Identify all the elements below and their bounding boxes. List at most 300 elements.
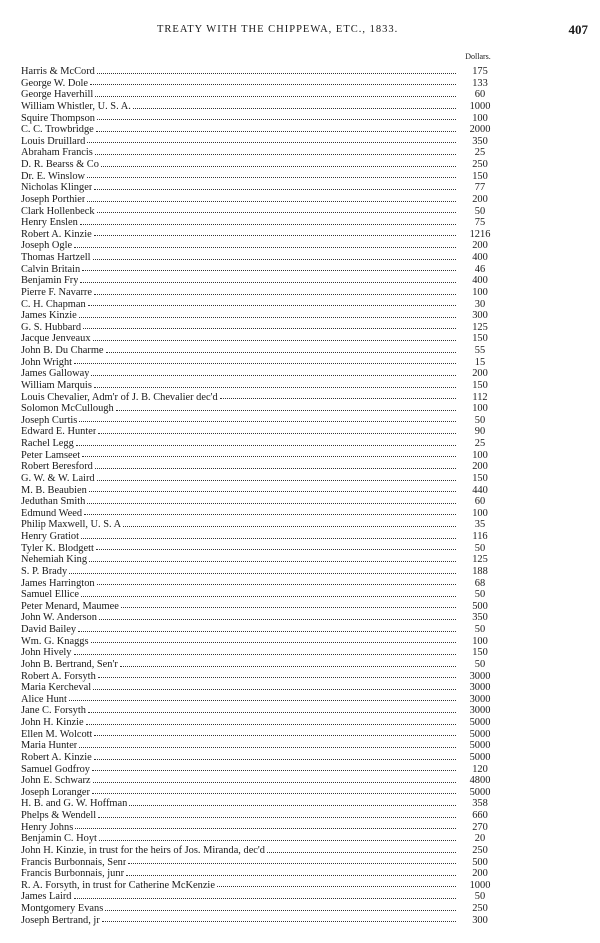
payee-name: Joseph Bertrand, jr	[21, 914, 100, 926]
dot-leader	[74, 362, 456, 364]
payment-amount: 50	[474, 658, 486, 670]
payee-name: M. B. Beaubien	[21, 484, 87, 496]
payee-name: H. B. and G. W. Hoffman	[21, 798, 128, 810]
ledger-row	[21, 113, 500, 125]
ledger-row	[21, 461, 500, 473]
payee-name: Samuel Godfroy	[21, 763, 90, 775]
ledger-row	[21, 636, 500, 648]
payee-name: John E. Schwarz	[21, 775, 91, 787]
ledger-row	[21, 903, 500, 915]
payee-name: John Wright	[21, 356, 73, 368]
ledger-row	[21, 159, 500, 171]
ledger-row	[21, 868, 500, 880]
payee-name: Clark Hollenbeck	[21, 205, 95, 217]
dot-leader	[94, 734, 456, 736]
ledger-row	[21, 682, 500, 694]
payment-amount: 358	[472, 798, 488, 810]
payment-amount: 188	[472, 565, 488, 577]
payment-amount: 2000	[469, 124, 491, 136]
dot-leader	[82, 455, 456, 457]
payment-amount: 90	[474, 426, 486, 438]
ledger-row	[21, 729, 500, 741]
payment-amount: 125	[472, 554, 488, 566]
dot-leader	[93, 781, 456, 783]
payment-amount: 50	[474, 589, 486, 601]
payment-amount: 250	[472, 844, 488, 856]
payee-name: Dr. E. Winslow	[21, 170, 86, 182]
payee-name: William Whistler, U. S. A.	[21, 100, 131, 112]
payment-amount: 60	[474, 496, 486, 508]
ledger-row	[21, 566, 500, 578]
ledger-row	[21, 891, 500, 903]
payment-amount: 150	[472, 170, 488, 182]
dot-leader	[220, 397, 456, 399]
ledger-row	[21, 601, 500, 613]
payment-ledger	[21, 66, 500, 926]
dot-leader	[92, 792, 456, 794]
dot-leader	[99, 618, 456, 620]
payment-amount: 50	[474, 624, 486, 635]
ledger-row	[21, 275, 500, 287]
dot-leader	[94, 293, 456, 295]
payment-amount: 50	[474, 542, 486, 554]
payment-amount: 25	[474, 147, 486, 159]
dot-leader	[87, 200, 456, 202]
ledger-row	[21, 624, 500, 636]
dot-leader	[78, 630, 456, 632]
dot-leader	[69, 572, 456, 574]
ledger-row	[21, 694, 500, 706]
payment-amount: 100	[472, 507, 488, 519]
dot-leader	[69, 699, 456, 701]
ledger-row	[21, 775, 500, 787]
dot-leader	[97, 583, 456, 585]
payment-amount: 1000	[469, 879, 491, 891]
payee-name: Henry Gratiot	[21, 531, 79, 542]
payment-amount: 175	[472, 66, 488, 77]
ledger-row	[21, 345, 500, 357]
payment-amount: 30	[474, 298, 486, 310]
ledger-row	[21, 299, 500, 311]
payment-amount: 500	[472, 856, 488, 868]
ledger-row	[21, 671, 500, 683]
payment-amount: 5000	[469, 740, 491, 752]
payment-amount: 50	[474, 205, 486, 217]
ledger-row	[21, 810, 500, 822]
ledger-row	[21, 857, 500, 869]
payment-amount: 500	[472, 600, 488, 612]
dot-leader	[87, 141, 456, 143]
payee-name: George W. Dole	[21, 77, 89, 89]
dot-leader	[102, 920, 456, 922]
ledger-row	[21, 101, 500, 113]
dot-leader	[101, 165, 456, 167]
payee-name: C. C. Trowbridge	[21, 124, 94, 136]
payee-name: Louis Druillard	[21, 135, 86, 147]
payee-name: Robert A. Forsyth	[21, 670, 96, 682]
dot-leader	[128, 862, 456, 864]
dot-leader	[133, 107, 456, 109]
payment-amount: 200	[472, 193, 488, 205]
ledger-row	[21, 333, 500, 345]
payee-name: Jacque Jenveaux	[21, 333, 91, 345]
payment-amount: 112	[472, 391, 488, 403]
dot-leader	[95, 153, 456, 155]
ledger-row	[21, 438, 500, 450]
dot-leader	[87, 502, 456, 504]
dot-leader	[88, 304, 456, 306]
dot-leader	[123, 525, 456, 527]
dot-leader	[94, 758, 456, 760]
ledger-row	[21, 764, 500, 776]
ledger-row	[21, 217, 500, 229]
payment-amount: 250	[472, 159, 488, 170]
payee-name: Jeduthan Smith	[21, 496, 86, 508]
payment-amount: 68	[474, 577, 486, 589]
dollars-column-header: Dollars.	[465, 52, 491, 61]
payment-amount: 400	[472, 275, 488, 287]
payment-amount: 46	[474, 263, 486, 275]
dot-leader	[92, 769, 456, 771]
ledger-row	[21, 717, 500, 729]
dot-leader	[105, 909, 456, 911]
payment-amount: 350	[472, 135, 488, 147]
payee-name: Pierre F. Navarre	[21, 286, 93, 298]
payee-name: Solomon McCullough	[21, 403, 114, 415]
dot-leader	[99, 839, 456, 841]
dot-leader	[79, 746, 456, 748]
dot-leader	[83, 327, 456, 329]
dot-leader	[98, 676, 456, 678]
payee-name: William Marquis	[21, 379, 92, 391]
ledger-row	[21, 415, 500, 427]
payee-name: James Galloway	[21, 368, 90, 380]
dot-leader	[98, 432, 456, 434]
payment-amount: 125	[472, 321, 488, 333]
ledger-row	[21, 915, 500, 927]
dot-leader	[79, 420, 456, 422]
payment-amount: 200	[472, 868, 488, 880]
payee-name: David Bailey	[21, 624, 77, 635]
payment-amount: 100	[472, 635, 488, 647]
payment-amount: 150	[472, 647, 488, 659]
dot-leader	[129, 804, 456, 806]
ledger-row	[21, 136, 500, 148]
payee-name: John B. Bertrand, Sen'r	[21, 658, 118, 670]
dot-leader	[94, 386, 456, 388]
payee-name: Tyler K. Blodgett	[21, 542, 94, 554]
ledger-row	[21, 508, 500, 520]
dot-leader	[106, 351, 456, 353]
payee-name: Robert Beresford	[21, 461, 93, 473]
ledger-row	[21, 368, 500, 380]
payment-amount: 5000	[469, 751, 491, 763]
ledger-row	[21, 578, 500, 590]
payment-amount: 150	[472, 379, 488, 391]
dot-leader	[97, 118, 456, 120]
payment-amount: 5000	[469, 786, 491, 798]
payment-amount: 50	[474, 891, 486, 903]
payment-amount: 133	[472, 77, 488, 89]
payment-amount: 35	[474, 519, 486, 531]
payee-name: Louis Chevalier, Adm'r of J. B. Chevalier dec'd	[21, 391, 218, 403]
payee-name: Peter Menard, Maumee	[21, 600, 119, 612]
dot-leader	[90, 83, 456, 85]
ledger-row	[21, 403, 500, 415]
payee-name: John B. Du Charme	[21, 345, 104, 356]
ledger-row	[21, 78, 500, 90]
payee-name: George Haverhill	[21, 89, 94, 101]
payee-name: Phelps & Wendell	[21, 810, 97, 821]
payee-name: Robert A. Kinzie	[21, 751, 92, 763]
dot-leader	[75, 827, 456, 829]
dot-leader	[91, 641, 456, 643]
dot-leader	[97, 479, 456, 481]
ledger-row	[21, 450, 500, 462]
dot-leader	[95, 467, 456, 469]
dot-leader	[121, 606, 456, 608]
payment-amount: 100	[472, 449, 488, 461]
dot-leader	[96, 548, 456, 550]
ledger-row	[21, 705, 500, 717]
payee-name: Francis Burbonnais, Senr	[21, 856, 127, 868]
payment-amount: 5000	[469, 728, 491, 740]
ledger-row	[21, 496, 500, 508]
payee-name: John W. Anderson	[21, 612, 97, 624]
payment-amount: 150	[472, 472, 488, 484]
running-title: TREATY WITH THE CHIPPEWA, ETC., 1833.	[157, 24, 399, 35]
dot-leader	[94, 188, 456, 190]
payee-name: G. W. & W. Laird	[21, 472, 95, 484]
ledger-row	[21, 659, 500, 671]
payee-name: C. H. Chapman	[21, 298, 86, 310]
ledger-row	[21, 147, 500, 159]
ledger-row	[21, 229, 500, 241]
payee-name: Calvin Britain	[21, 263, 81, 275]
payee-name: John Hively	[21, 647, 72, 659]
dot-leader	[120, 665, 456, 667]
ledger-row	[21, 740, 500, 752]
payment-amount: 350	[472, 612, 488, 624]
payee-name: Abraham Francis	[21, 147, 93, 159]
ledger-row	[21, 798, 500, 810]
dot-leader	[93, 688, 456, 690]
ledger-row	[21, 647, 500, 659]
dot-leader	[217, 885, 456, 887]
payee-name: Benjamin C. Hoyt	[21, 833, 97, 845]
dot-leader	[81, 537, 456, 539]
dot-leader	[267, 851, 456, 853]
dot-leader	[89, 560, 456, 562]
payment-amount: 3000	[469, 705, 491, 717]
ledger-row	[21, 473, 500, 485]
payment-amount: 200	[472, 368, 488, 380]
dot-leader	[74, 897, 457, 899]
ledger-row	[21, 240, 500, 252]
payee-name: Maria Kercheval	[21, 682, 92, 694]
payment-amount: 660	[472, 810, 488, 821]
ledger-row	[21, 287, 500, 299]
payment-amount: 100	[472, 112, 488, 124]
payee-name: Nehemiah King	[21, 554, 88, 566]
payee-name: Joseph Ogle	[21, 240, 73, 252]
payment-amount: 20	[474, 833, 486, 845]
payee-name: Philip Maxwell, U. S. A	[21, 519, 122, 531]
page-number: 407	[568, 22, 588, 37]
dot-leader	[94, 234, 456, 236]
page-header	[0, 22, 600, 38]
ledger-row	[21, 752, 500, 764]
payee-name: James Harrington	[21, 577, 95, 589]
payment-amount: 25	[474, 438, 486, 449]
payment-amount: 75	[474, 217, 486, 229]
payee-name: James Laird	[21, 891, 72, 903]
ledger-row	[21, 426, 500, 438]
dot-leader	[74, 653, 456, 655]
ledger-row	[21, 206, 500, 218]
ledger-row	[21, 194, 500, 206]
payment-amount: 200	[472, 240, 488, 252]
payment-amount: 116	[472, 531, 488, 542]
payee-name: John H. Kinzie	[21, 717, 84, 728]
dot-leader	[82, 269, 456, 271]
payee-name: Maria Hunter	[21, 740, 78, 752]
ledger-row	[21, 66, 500, 78]
ledger-row	[21, 392, 500, 404]
dot-leader	[76, 444, 456, 446]
payee-name: Joseph Porthier	[21, 193, 86, 205]
payee-name: Edward E. Hunter	[21, 426, 97, 438]
payment-amount: 100	[472, 403, 488, 415]
ledger-row	[21, 845, 500, 857]
dot-leader	[80, 223, 456, 225]
payee-name: John H. Kinzie, in trust for the heirs of Jos. Miranda, dec'd	[21, 844, 265, 856]
ledger-row	[21, 612, 500, 624]
payee-name: Alice Hunt	[21, 693, 67, 705]
dot-leader	[126, 874, 456, 876]
dot-leader	[95, 95, 456, 97]
payee-name: Peter Lamseet	[21, 449, 81, 461]
payee-name: Squire Thompson	[21, 112, 95, 124]
payee-name: Joseph Curtis	[21, 414, 78, 426]
payment-amount: 55	[474, 345, 486, 356]
payment-amount: 1000	[469, 100, 491, 112]
dot-leader	[93, 339, 456, 341]
payment-amount: 100	[472, 286, 488, 298]
dot-leader	[93, 258, 456, 260]
payee-name: Samuel Ellice	[21, 589, 79, 601]
dot-leader	[97, 72, 456, 74]
ledger-row	[21, 264, 500, 276]
payee-name: Ellen M. Wolcott	[21, 728, 93, 740]
dot-leader	[74, 246, 456, 248]
payment-amount: 270	[472, 821, 488, 833]
payment-amount: 300	[472, 914, 488, 926]
payee-name: S. P. Brady	[21, 565, 68, 577]
payment-amount: 77	[474, 182, 486, 194]
payee-name: Jane C. Forsyth	[21, 705, 86, 717]
ledger-row	[21, 519, 500, 531]
ledger-row	[21, 124, 500, 136]
payment-amount: 3000	[469, 693, 491, 705]
payment-amount: 60	[474, 89, 486, 101]
payment-amount: 150	[472, 333, 488, 345]
ledger-row	[21, 880, 500, 892]
ledger-row	[21, 589, 500, 601]
ledger-row	[21, 787, 500, 799]
dot-leader	[79, 316, 456, 318]
payment-amount: 250	[472, 903, 488, 914]
ledger-row	[21, 252, 500, 264]
payment-amount: 1216	[469, 228, 491, 240]
payment-amount: 200	[472, 461, 488, 473]
payee-name: Wm. G. Knaggs	[21, 635, 89, 647]
payment-amount: 300	[472, 310, 488, 322]
dot-leader	[96, 130, 456, 132]
dot-leader	[97, 211, 456, 213]
ledger-row	[21, 485, 500, 497]
payee-name: Montgomery Evans	[21, 903, 104, 914]
payee-name: Robert A. Kinzie	[21, 228, 92, 240]
payment-amount: 50	[474, 414, 486, 426]
payee-name: Henry Enslen	[21, 217, 78, 229]
dot-leader	[89, 490, 456, 492]
ledger-row	[21, 357, 500, 369]
payment-amount: 3000	[469, 682, 491, 694]
ledger-row	[21, 322, 500, 334]
payee-name: R. A. Forsyth, in trust for Catherine McKenzie	[21, 879, 215, 891]
dot-leader	[86, 723, 456, 725]
payee-name: Rachel Legg	[21, 438, 74, 449]
payee-name: Joseph Loranger	[21, 786, 90, 798]
dot-leader	[81, 595, 456, 597]
payee-name: G. S. Hubbard	[21, 321, 82, 333]
dot-leader	[87, 176, 456, 178]
ledger-row	[21, 554, 500, 566]
dot-leader	[80, 281, 456, 283]
dot-leader	[91, 374, 456, 376]
payee-name: D. R. Bearss & Co	[21, 159, 99, 170]
payment-amount: 440	[472, 484, 488, 496]
ledger-row	[21, 543, 500, 555]
payment-amount: 3000	[469, 670, 491, 682]
ledger-row	[21, 89, 500, 101]
payee-name: Francis Burbonnais, junr	[21, 868, 125, 880]
dot-leader	[116, 409, 456, 411]
ledger-row	[21, 531, 500, 543]
payee-name: James Kinzie	[21, 310, 77, 322]
ledger-row	[21, 380, 500, 392]
dot-leader	[98, 816, 456, 818]
ledger-row	[21, 171, 500, 183]
payee-name: Edmund Weed	[21, 507, 83, 519]
payment-amount: 4800	[469, 775, 491, 787]
ledger-row	[21, 182, 500, 194]
payment-amount: 400	[472, 252, 488, 263]
payment-amount: 120	[472, 763, 488, 775]
ledger-row	[21, 833, 500, 845]
dot-leader	[88, 711, 456, 713]
payment-amount: 15	[474, 356, 486, 368]
payee-name: Benjamin Fry	[21, 275, 79, 287]
ledger-row	[21, 310, 500, 322]
payee-name: Nicholas Klinger	[21, 182, 93, 194]
payment-amount: 5000	[469, 717, 491, 728]
dot-leader	[84, 513, 456, 515]
payee-name: Harris & McCord	[21, 66, 95, 77]
payee-name: Henry Johns	[21, 821, 74, 833]
payee-name: Thomas Hartzell	[21, 252, 91, 263]
